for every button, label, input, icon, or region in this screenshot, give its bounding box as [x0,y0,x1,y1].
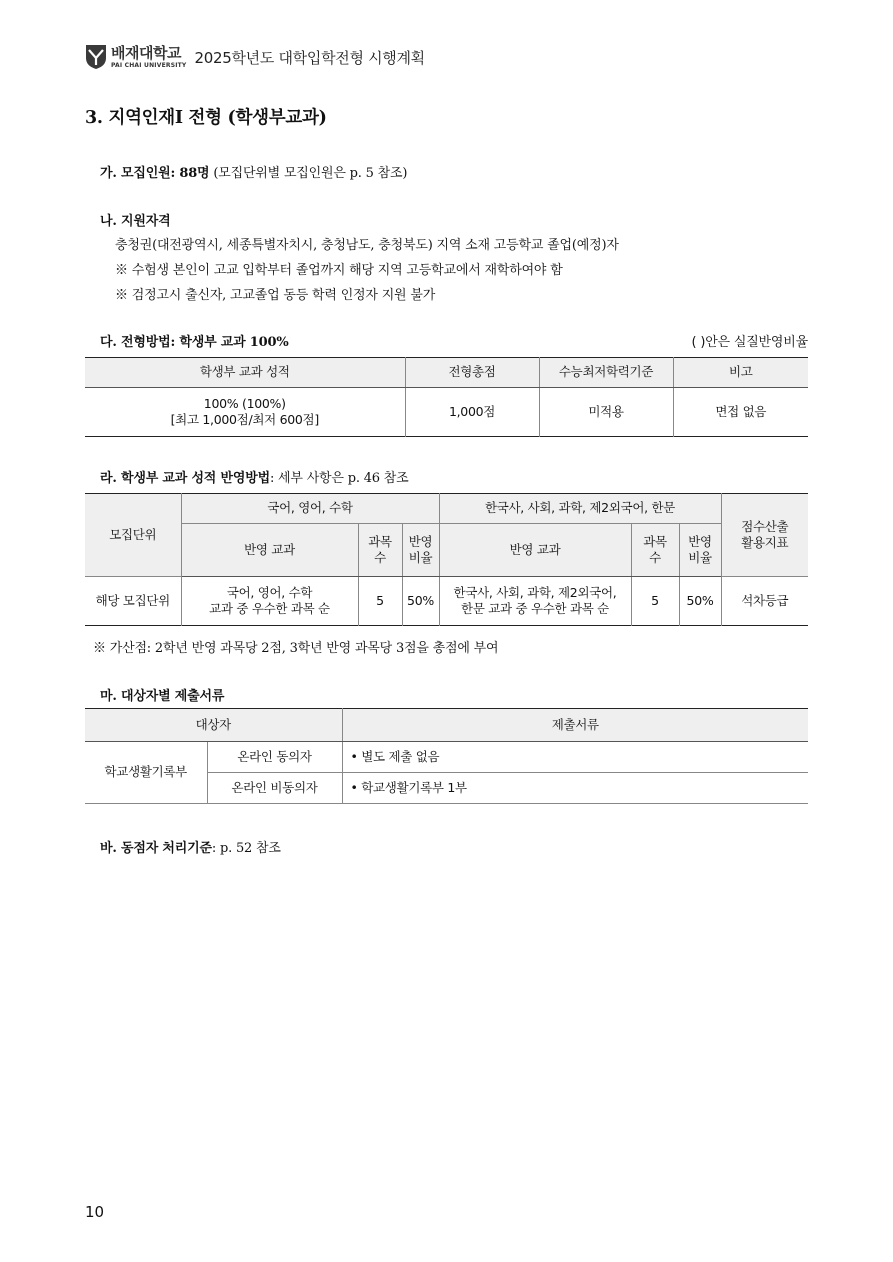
table-cell [439,577,631,626]
table-cell: 온라인 비동의자 [207,773,342,804]
bonus-note: ※ 가산점: 2학년 반영 과목당 2점, 3학년 반영 과목당 3점을 총점에 부여 [93,641,499,656]
header-line: 수 [374,550,386,565]
table-cell: 50% [402,577,439,626]
table-header: 대상자 [85,709,342,742]
eligibility-heading: 나. 지원자격 [100,214,171,229]
selection-method-note: ( )안은 실질반영비율 [691,335,808,350]
table-cell: • 학교생활기록부 1부 [342,773,808,804]
header-line: 과목 [368,533,392,549]
grade-method-note: : 세부 사항은 p. 46 참조 [269,471,409,486]
table-cell: 석차등급 [721,577,808,626]
table-header: 반영 교과 [439,524,631,577]
table-cell: 온라인 동의자 [207,742,342,773]
table-cell [85,388,405,437]
table-cell: 5 [631,577,679,626]
tiebreak-note: : p. 52 참조 [211,841,281,856]
table-cell: • 별도 제출 없음 [342,742,808,773]
table-cell: 미적용 [539,388,673,437]
selection-method-table [85,357,808,437]
score-ratio: 100% (100%) [203,395,286,411]
score-range: [최고 1,000점/최저 600점] [170,412,319,427]
table-header: 제출서류 [342,709,808,742]
quota-note: (모집단위별 모집인원은 p. 5 참조) [209,166,408,181]
table-header: 반영 교과 [181,524,358,577]
page-number: 10 [85,1203,105,1221]
header-line: 활용지표 [741,535,789,550]
tiebreak-label: 바. 동점자 처리기준 [100,841,212,856]
header-line: 반영 [408,533,433,549]
logo-english-text: PAI CHAI UNIVERSITY [111,61,187,69]
header-line: 비율 [408,550,433,565]
eligibility-line: ※ 수험생 본인이 고교 입학부터 졸업까지 해당 지역 고등학교에서 재학하여야 함 [115,263,563,278]
university-logo [85,44,186,70]
quota-line [100,162,407,181]
eligibility-line: ※ 검정고시 출신자, 고교졸업 동등 학력 인정자 지원 불가 [115,288,436,303]
documents-heading: 마. 대상자별 제출서류 [100,689,225,704]
table-cell: 학교생활기록부 [85,742,207,804]
grade-method-line [100,467,408,486]
header-line: 비율 [688,550,712,565]
table-header: 한국사, 사회, 과학, 제2외국어, 한문 [439,494,721,524]
table-header: 전형총점 [405,358,539,388]
header-line: 수 [649,550,661,565]
table-cell: 해당 모집단위 [95,592,170,608]
grade-method-table [85,493,808,626]
table-cell: 50% [679,577,721,626]
table-cell [181,577,358,626]
grade-method-label: 라. 학생부 교과 성적 반영방법 [100,471,270,486]
table-header [631,524,679,577]
table-cell: 5 [358,577,402,626]
table-header: 수능최저학력기준 [539,358,673,388]
header-line: 반영 [688,533,712,549]
logo-korean-text: 배재대학교 [111,43,181,62]
table-header [679,524,721,577]
page-header [85,42,425,72]
quota-label: 가. 모집인원: 88명 [100,166,210,181]
table-header [358,524,402,577]
table-header: 학생부 교과 성적 [85,358,405,388]
document-title: 2025학년도 대학입학전형 시행계획 [194,48,425,67]
table-cell: 1,000점 [405,388,539,437]
shield-logo-icon [85,44,107,70]
table-header [721,494,808,577]
cell-line: 국어, 영어, 수학 [226,584,313,600]
header-line: 과목 [643,533,667,549]
cell-line: 교과 중 우수한 과목 순 [209,601,330,616]
header-line: 점수산출 [741,518,789,534]
selection-method-heading: 다. 전형방법: 학생부 교과 100% [100,335,289,350]
table-cell: 면접 없음 [673,388,808,437]
table-header [402,524,439,577]
documents-table [85,708,808,804]
cell-line: 한국사, 사회, 과학, 제2외국어, [453,584,617,600]
table-header: 비고 [673,358,808,388]
section-title: 3. 지역인재I 전형 (학생부교과) [85,108,327,128]
table-header: 국어, 영어, 수학 [181,494,439,524]
cell-line: 한문 교과 중 우수한 과목 순 [461,601,609,616]
table-header: 모집단위 [85,494,181,577]
tiebreak-line [100,837,281,856]
eligibility-line: 충청권(대전광역시, 세종특별자치시, 충청남도, 충청북도) 지역 소재 고등학교 졸업(예정)자 [115,238,619,253]
